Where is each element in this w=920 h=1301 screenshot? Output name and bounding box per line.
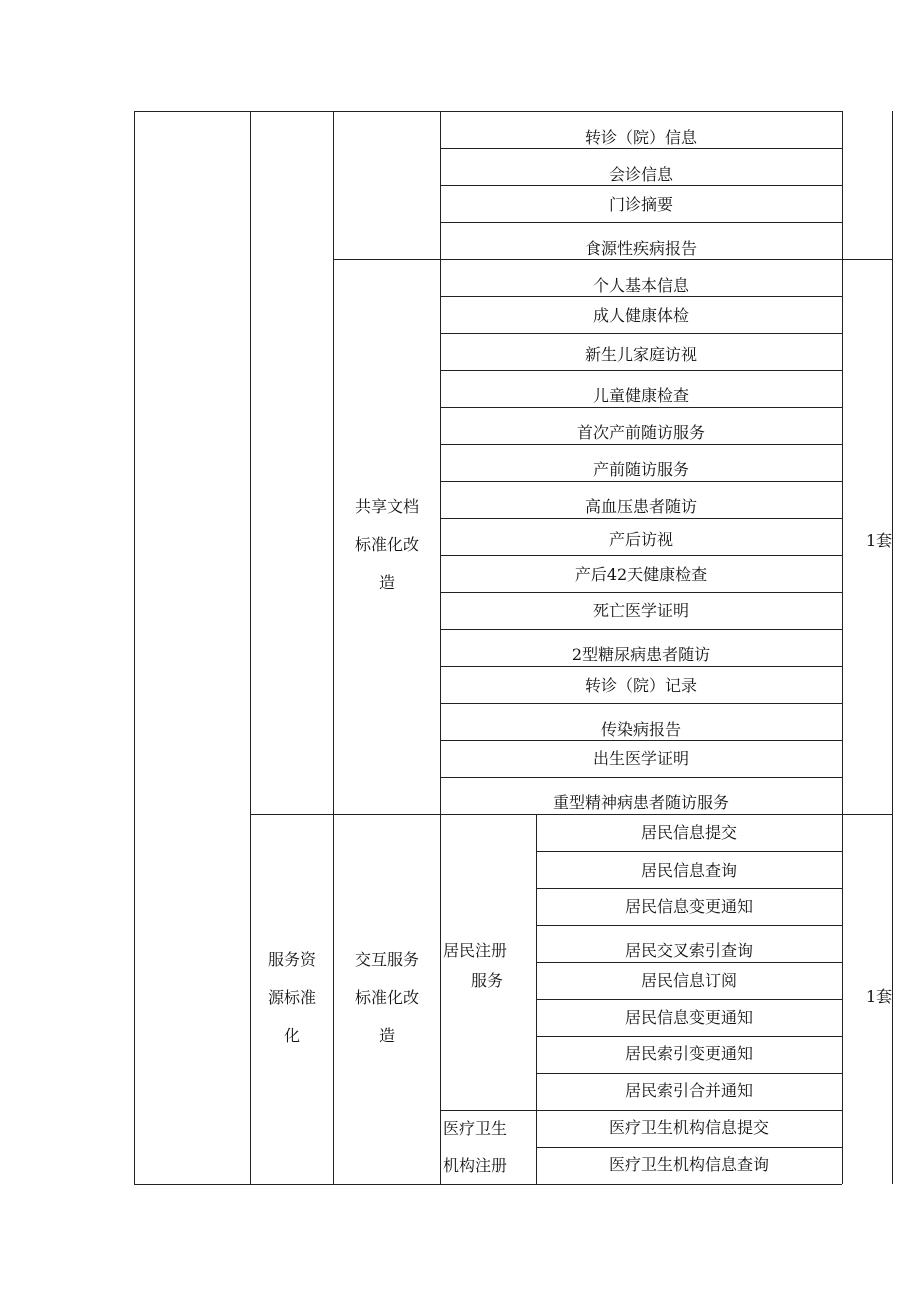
table-cell: 医疗卫生机构信息提交 bbox=[608, 1118, 770, 1137]
table-cell: 儿童健康检查 bbox=[592, 386, 690, 405]
column-divider bbox=[440, 111, 441, 1184]
table-cell: 居民信息订阅 bbox=[640, 971, 738, 990]
row-divider bbox=[440, 592, 842, 593]
row-divider bbox=[440, 555, 842, 556]
row-divider bbox=[333, 259, 892, 260]
table-cell: 医疗卫生机构信息查询 bbox=[608, 1155, 770, 1174]
row-divider bbox=[536, 999, 842, 1000]
table-cell: 重型精神病患者随访服务 bbox=[552, 793, 730, 812]
table-border-bottom bbox=[134, 1184, 842, 1185]
row-divider bbox=[440, 629, 842, 630]
table-cell: 成人健康体检 bbox=[592, 306, 690, 325]
service-quantity: 1套 bbox=[866, 987, 893, 1006]
table-cell: 居民索引变更通知 bbox=[624, 1044, 754, 1063]
table-cell: 高血压患者随访 bbox=[584, 497, 698, 516]
table-border-left bbox=[134, 111, 135, 1184]
row-divider bbox=[536, 851, 842, 852]
row-divider bbox=[440, 518, 842, 519]
shared-docs-quantity: 1套 bbox=[866, 531, 893, 550]
row-divider bbox=[536, 962, 842, 963]
shared-docs-category-cell: 共享文档 标准化改 造 bbox=[354, 497, 420, 592]
row-divider bbox=[440, 185, 842, 186]
table-cell: 传染病报告 bbox=[600, 720, 682, 739]
table-cell: 居民信息变更通知 bbox=[624, 897, 754, 916]
table-cell: 产后42天健康检查 bbox=[574, 565, 708, 584]
table-cell: 出生医学证明 bbox=[592, 749, 690, 768]
table-cell: 会诊信息 bbox=[608, 165, 674, 184]
table-cell: 居民索引合并通知 bbox=[624, 1081, 754, 1100]
resident-registration-label: 服务 bbox=[471, 971, 504, 990]
row-divider bbox=[440, 296, 842, 297]
row-divider bbox=[536, 1073, 842, 1074]
table-cell: 转诊（院）记录 bbox=[584, 676, 698, 695]
table-cell: 转诊（院）信息 bbox=[584, 128, 698, 147]
row-divider bbox=[440, 333, 842, 334]
resident-registration-label: 居民注册 bbox=[443, 941, 508, 960]
table-cell: 居民信息查询 bbox=[640, 861, 738, 880]
row-divider bbox=[536, 925, 842, 926]
table-cell: 个人基本信息 bbox=[592, 276, 690, 295]
row-divider bbox=[440, 740, 842, 741]
table-cell: 产后访视 bbox=[608, 530, 674, 549]
row-divider bbox=[440, 444, 842, 445]
table-cell: 食源性疾病报告 bbox=[584, 239, 698, 258]
table-cell: 居民交叉索引查询 bbox=[624, 941, 754, 960]
table-cell: 居民信息提交 bbox=[640, 823, 738, 842]
org-registration-label: 医疗卫生 bbox=[443, 1119, 508, 1138]
row-divider bbox=[440, 481, 842, 482]
table-border-right bbox=[892, 111, 893, 1184]
column-divider bbox=[250, 111, 251, 1184]
row-divider bbox=[440, 148, 842, 149]
service-category-cell: 交互服务 标准化改 造 bbox=[354, 950, 420, 1045]
row-divider bbox=[440, 222, 842, 223]
service-group-cell: 服务资 源标准 化 bbox=[267, 950, 317, 1045]
column-divider bbox=[333, 111, 334, 1184]
row-divider bbox=[536, 1147, 842, 1148]
row-divider bbox=[536, 888, 842, 889]
table-cell: 产前随访服务 bbox=[592, 460, 690, 479]
row-divider bbox=[440, 666, 842, 667]
row-divider bbox=[250, 814, 892, 815]
row-divider bbox=[440, 370, 842, 371]
row-divider bbox=[440, 1110, 842, 1111]
table-cell: 首次产前随访服务 bbox=[576, 423, 706, 442]
table-cell: 新生儿家庭访视 bbox=[584, 345, 698, 364]
column-divider bbox=[842, 111, 843, 1184]
table-border-top bbox=[134, 111, 842, 112]
row-divider bbox=[440, 407, 842, 408]
table-cell: 门诊摘要 bbox=[608, 195, 674, 214]
org-registration-label: 机构注册 bbox=[443, 1156, 508, 1175]
table-cell: 死亡医学证明 bbox=[592, 601, 690, 620]
row-divider bbox=[440, 777, 842, 778]
row-divider bbox=[440, 703, 842, 704]
table-cell: 居民信息变更通知 bbox=[624, 1008, 754, 1027]
row-divider bbox=[536, 1036, 842, 1037]
table-cell: 2型糖尿病患者随访 bbox=[571, 645, 711, 664]
